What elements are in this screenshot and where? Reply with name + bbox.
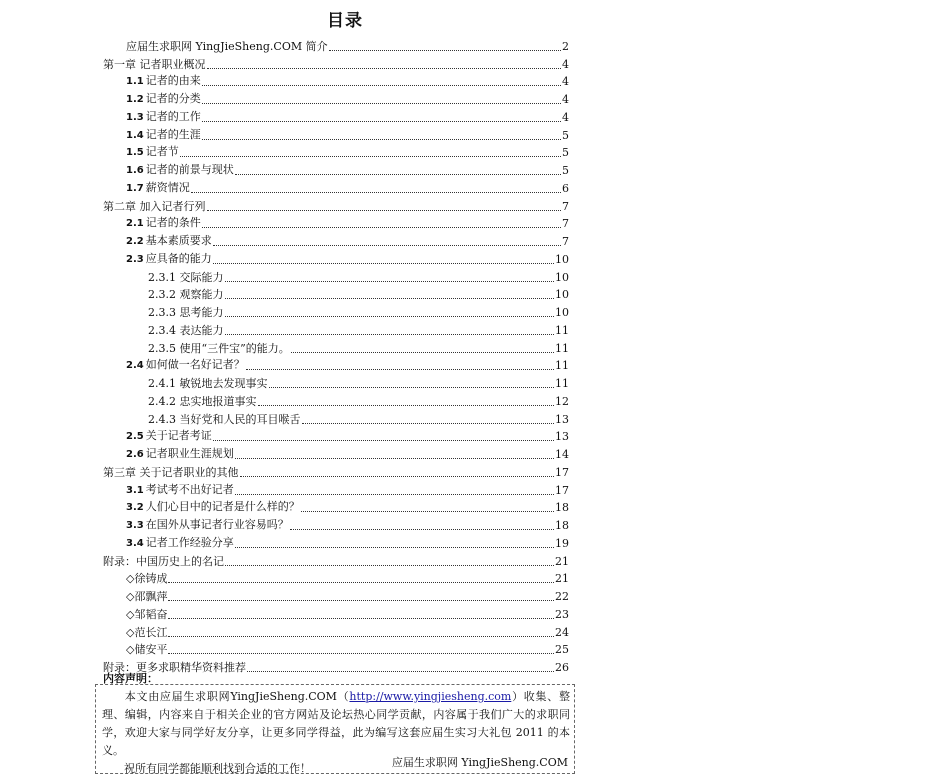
toc-entry-title: ◇邹韬奋 bbox=[126, 607, 168, 621]
toc-entry[interactable] bbox=[103, 586, 569, 604]
toc-entry-label bbox=[148, 288, 224, 302]
toc-entry[interactable] bbox=[103, 36, 569, 54]
toc-entry-label bbox=[126, 500, 300, 515]
toc-entry-label bbox=[126, 74, 201, 89]
toc-entry-label bbox=[126, 181, 190, 196]
toc-entry-page: 11 bbox=[555, 323, 569, 337]
dot-leader bbox=[225, 315, 555, 317]
toc-entry-label bbox=[126, 92, 201, 107]
toc-entry-label bbox=[148, 271, 224, 285]
notice-signature: 应届生求职网 YingJieSheng.COM bbox=[391, 756, 568, 769]
toc-entry-page: 18 bbox=[555, 501, 569, 515]
toc-entry-title: 记者的生涯 bbox=[145, 127, 201, 141]
toc-entry-number: 1.4 bbox=[126, 129, 144, 141]
notice-text-before-link: 本文由应届生求职网YingJieSheng.COM（ bbox=[124, 690, 350, 703]
toc-entry[interactable] bbox=[103, 178, 569, 196]
toc-entry-page: 21 bbox=[555, 572, 569, 586]
toc-entry[interactable] bbox=[103, 338, 569, 356]
toc-entry-page: 14 bbox=[555, 448, 569, 461]
toc-entry-number: 1.5 bbox=[126, 147, 144, 159]
toc-entry-title: 记者职业生涯规划 bbox=[145, 447, 234, 460]
toc-entry-number: 3.1 bbox=[126, 484, 144, 496]
toc-entry-label bbox=[126, 626, 167, 640]
toc-entry-title: 2.3.3 思考能力 bbox=[148, 306, 224, 319]
toc-entry-number: 2.6 bbox=[126, 449, 144, 460]
toc-entry-page: 7 bbox=[562, 217, 569, 231]
toc-entry-page: 13 bbox=[555, 412, 569, 426]
toc-entry-number: 1.2 bbox=[126, 94, 144, 105]
table-of-contents bbox=[103, 36, 569, 675]
toc-entry[interactable] bbox=[103, 551, 569, 569]
toc-entry-label bbox=[126, 429, 212, 444]
dot-leader bbox=[258, 404, 555, 406]
toc-entry-title: 2.3.4 表达能力 bbox=[148, 323, 224, 337]
toc-entry-number: 1.3 bbox=[126, 111, 144, 123]
toc-entry-page: 6 bbox=[562, 181, 569, 195]
toc-entry-title: 记者的条件 bbox=[145, 216, 201, 230]
toc-entry-label bbox=[126, 608, 167, 622]
toc-entry-label bbox=[126, 536, 234, 551]
toc-entry-page: 19 bbox=[555, 536, 569, 550]
toc-entry-page: 5 bbox=[562, 146, 569, 160]
toc-entry-label bbox=[126, 483, 234, 498]
toc-entry-page: 23 bbox=[555, 607, 569, 621]
toc-entry-title: 记者节 bbox=[145, 145, 179, 159]
toc-entry-page: 4 bbox=[562, 75, 569, 89]
toc-entry[interactable] bbox=[103, 373, 569, 391]
toc-entry-title: 考试考不出好记者 bbox=[145, 482, 234, 496]
toc-entry-page: 4 bbox=[562, 110, 569, 124]
toc-entry-page: 24 bbox=[555, 625, 569, 639]
dot-leader bbox=[225, 564, 554, 566]
toc-entry-label bbox=[126, 643, 167, 657]
toc-entry[interactable] bbox=[103, 302, 569, 320]
toc-entry-title: 薪资情况 bbox=[145, 180, 190, 194]
toc-entry-title: 2.3.1 交际能力 bbox=[148, 270, 224, 284]
toc-entry-page: 5 bbox=[562, 164, 569, 177]
toc-entry-title: 第二章 加入记者行列 bbox=[103, 199, 206, 213]
dot-leader bbox=[207, 209, 562, 211]
dot-leader bbox=[213, 262, 554, 264]
toc-entry-number: 3.3 bbox=[126, 520, 144, 531]
dot-leader bbox=[180, 155, 561, 157]
dot-leader bbox=[168, 599, 554, 601]
toc-entry-page: 22 bbox=[555, 590, 569, 603]
toc-entry[interactable] bbox=[103, 267, 569, 285]
toc-entry-title: 人们心目中的记者是什么样的？ bbox=[145, 500, 300, 514]
toc-entry-title: 基本素质要求 bbox=[145, 234, 212, 247]
toc-entry-title: 记者的工作 bbox=[145, 109, 201, 123]
toc-entry[interactable] bbox=[103, 604, 569, 622]
toc-entry-page: 2 bbox=[562, 39, 569, 53]
toc-entry-label bbox=[103, 555, 224, 569]
toc-entry[interactable] bbox=[103, 480, 569, 498]
toc-entry-label bbox=[148, 395, 257, 409]
toc-entry[interactable] bbox=[103, 125, 569, 143]
toc-entry-title: 记者的分类 bbox=[145, 92, 201, 105]
toc-entry[interactable] bbox=[103, 515, 569, 533]
dot-leader bbox=[168, 581, 554, 583]
toc-entry-title: 附录：更多求职精华资料推荐 bbox=[103, 661, 246, 674]
toc-entry[interactable] bbox=[103, 569, 569, 587]
toc-entry-label bbox=[126, 216, 201, 231]
toc-entry-page: 10 bbox=[555, 288, 569, 302]
toc-entry[interactable] bbox=[103, 640, 569, 658]
dot-leader bbox=[213, 244, 561, 246]
notice-wish: 祝所有同学都能顺利找到合适的工作！ bbox=[124, 762, 311, 775]
toc-entry[interactable] bbox=[103, 72, 569, 90]
toc-entry[interactable] bbox=[103, 320, 569, 338]
toc-entry-number: 2.1 bbox=[126, 218, 144, 230]
toc-entry-title: 记者的由来 bbox=[145, 74, 201, 88]
toc-entry[interactable] bbox=[103, 196, 569, 214]
toc-entry-title: ◇储安平 bbox=[126, 643, 168, 657]
toc-entry-label bbox=[126, 145, 179, 160]
dot-leader bbox=[291, 351, 554, 353]
toc-entry-title: ◇徐铸成 bbox=[126, 572, 168, 586]
toc-entry-title: 2.3.2 观察能力 bbox=[148, 288, 224, 302]
toc-entry-label bbox=[126, 447, 234, 462]
toc-entry-label bbox=[103, 200, 206, 214]
dot-leader bbox=[302, 422, 555, 424]
toc-entry-number: 2.4 bbox=[126, 360, 144, 372]
dot-leader bbox=[235, 546, 554, 548]
toc-entry[interactable] bbox=[103, 160, 569, 178]
toc-entry-page: 25 bbox=[555, 643, 569, 657]
toc-entry-label bbox=[148, 413, 301, 427]
toc-entry-title: 记者的前景与现状 bbox=[145, 163, 234, 176]
toc-entry-title: 如何做一名好记者？ bbox=[145, 358, 245, 372]
toc-entry-page: 18 bbox=[555, 519, 569, 532]
toc-entry-label bbox=[126, 40, 328, 54]
dot-leader bbox=[225, 333, 555, 335]
toc-entry-label bbox=[148, 306, 224, 320]
toc-entry-number: 1.1 bbox=[126, 76, 144, 88]
toc-entry[interactable] bbox=[103, 657, 569, 675]
dot-leader bbox=[247, 670, 554, 672]
toc-entry-number: 1.7 bbox=[126, 182, 144, 194]
toc-entry-title: 2.4.1 敏锐地去发现事实 bbox=[148, 377, 268, 390]
dot-leader bbox=[202, 226, 561, 228]
toc-entry-title: 在国外从事记者行业容易吗？ bbox=[145, 518, 289, 531]
toc-entry-title: 2.4.3 当好党和人民的耳目喉舌 bbox=[148, 412, 301, 426]
toc-entry-page: 5 bbox=[562, 128, 569, 142]
page-title: 目录 bbox=[327, 11, 363, 31]
toc-entry-page: 21 bbox=[555, 554, 569, 568]
toc-entry-title: ◇范长江 bbox=[126, 625, 168, 639]
toc-entry-page: 17 bbox=[555, 483, 569, 497]
toc-entry-page: 26 bbox=[555, 661, 569, 674]
toc-entry-label bbox=[126, 252, 212, 267]
dot-leader bbox=[301, 510, 554, 512]
toc-entry-label bbox=[126, 590, 167, 604]
toc-entry-number: 2.2 bbox=[126, 236, 144, 247]
toc-entry-title: 应具备的能力 bbox=[145, 251, 212, 265]
toc-entry-label bbox=[103, 58, 206, 72]
toc-entry-title: 记者工作经验分享 bbox=[145, 535, 234, 549]
toc-entry-page: 7 bbox=[562, 199, 569, 213]
dot-leader bbox=[168, 635, 554, 637]
toc-entry-label bbox=[126, 163, 234, 178]
dot-leader bbox=[213, 439, 554, 441]
toc-entry[interactable] bbox=[103, 231, 569, 249]
toc-entry-label bbox=[148, 342, 290, 356]
dot-leader bbox=[168, 652, 554, 654]
toc-entry-label bbox=[148, 377, 268, 391]
toc-entry[interactable] bbox=[103, 214, 569, 232]
toc-entry-page: 11 bbox=[555, 377, 569, 390]
dot-leader bbox=[240, 475, 555, 477]
toc-entry[interactable] bbox=[103, 409, 569, 427]
toc-entry-title: ◇邵飘萍 bbox=[126, 590, 168, 603]
toc-entry-number: 2.5 bbox=[126, 431, 144, 443]
dot-leader bbox=[290, 528, 554, 530]
dot-leader bbox=[329, 49, 561, 51]
toc-entry[interactable] bbox=[103, 391, 569, 409]
toc-entry-page: 17 bbox=[555, 465, 569, 479]
toc-entry[interactable] bbox=[103, 143, 569, 161]
toc-entry[interactable] bbox=[103, 462, 569, 480]
dot-leader bbox=[168, 617, 554, 619]
toc-entry-number: 2.3 bbox=[126, 253, 144, 265]
toc-entry-label bbox=[126, 358, 245, 373]
toc-entry-title: 附录：中国历史上的名记 bbox=[103, 554, 224, 568]
dot-leader bbox=[207, 67, 562, 69]
toc-entry-number: 1.6 bbox=[126, 165, 144, 176]
dot-leader bbox=[235, 493, 554, 495]
toc-entry-number: 3.4 bbox=[126, 537, 144, 549]
dot-leader bbox=[225, 280, 555, 282]
toc-entry[interactable] bbox=[103, 427, 569, 445]
dot-leader bbox=[246, 368, 554, 370]
notice-text-after-link: ）收集、整理、编辑，内容来自于相关企业的官方网站及论坛热心同学贡献，内容属于我们广大的求职同学，欢迎大家与同学好友分享，让更多同学得益，此为编写这套应届生实习大礼包 2011 的本义。 bbox=[102, 690, 570, 757]
dot-leader bbox=[269, 386, 555, 388]
dot-leader bbox=[191, 191, 561, 193]
toc-entry-title: 第一章 记者职业概况 bbox=[103, 57, 206, 71]
toc-entry[interactable] bbox=[103, 107, 569, 125]
toc-entry-title: 2.4.2 忠实地报道事实 bbox=[148, 394, 257, 408]
toc-entry-page: 7 bbox=[562, 235, 569, 248]
toc-entry[interactable] bbox=[103, 54, 569, 72]
toc-entry-label bbox=[126, 110, 201, 125]
toc-entry[interactable] bbox=[103, 622, 569, 640]
notice-heading: 内容声明： bbox=[103, 672, 158, 685]
toc-entry[interactable] bbox=[103, 533, 569, 551]
website-link[interactable]: http://www.yingjiesheng.com bbox=[349, 690, 512, 703]
toc-entry-title: 应届生求职网 YingJieSheng.COM 简介 bbox=[126, 39, 328, 53]
toc-entry-page: 12 bbox=[555, 394, 569, 408]
toc-entry-page: 4 bbox=[562, 93, 569, 106]
toc-entry-label bbox=[103, 466, 239, 480]
toc-entry[interactable] bbox=[103, 444, 569, 462]
dot-leader bbox=[202, 102, 561, 104]
toc-entry-page: 10 bbox=[555, 252, 569, 266]
toc-entry-label bbox=[126, 234, 212, 249]
notice-box bbox=[95, 684, 575, 774]
dot-leader bbox=[202, 120, 561, 122]
toc-entry-page: 11 bbox=[555, 359, 569, 373]
toc-entry-label bbox=[126, 518, 289, 533]
toc-entry-page: 13 bbox=[555, 430, 569, 444]
toc-entry[interactable] bbox=[103, 89, 569, 107]
toc-entry-page: 10 bbox=[555, 306, 569, 319]
dot-leader bbox=[235, 173, 561, 175]
toc-entry-label bbox=[148, 324, 224, 338]
toc-entry-page: 4 bbox=[562, 57, 569, 71]
toc-entry-page: 10 bbox=[555, 270, 569, 284]
dot-leader bbox=[202, 138, 561, 140]
dot-leader bbox=[225, 297, 555, 299]
toc-entry-number: 3.2 bbox=[126, 502, 144, 514]
toc-entry-label bbox=[126, 572, 167, 586]
toc-entry-title: 2.3.5 使用“三件宝”的能力。 bbox=[148, 341, 290, 355]
toc-entry-page: 11 bbox=[555, 341, 569, 355]
toc-entry[interactable] bbox=[103, 249, 569, 267]
dot-leader bbox=[202, 84, 561, 86]
toc-entry[interactable] bbox=[103, 285, 569, 303]
toc-entry-label bbox=[126, 128, 201, 143]
dot-leader bbox=[235, 457, 554, 459]
toc-entry-title: 关于记者考证 bbox=[145, 429, 212, 443]
toc-entry[interactable] bbox=[103, 356, 569, 374]
toc-entry-title: 第三章 关于记者职业的其他 bbox=[103, 465, 239, 479]
toc-entry[interactable] bbox=[103, 498, 569, 516]
